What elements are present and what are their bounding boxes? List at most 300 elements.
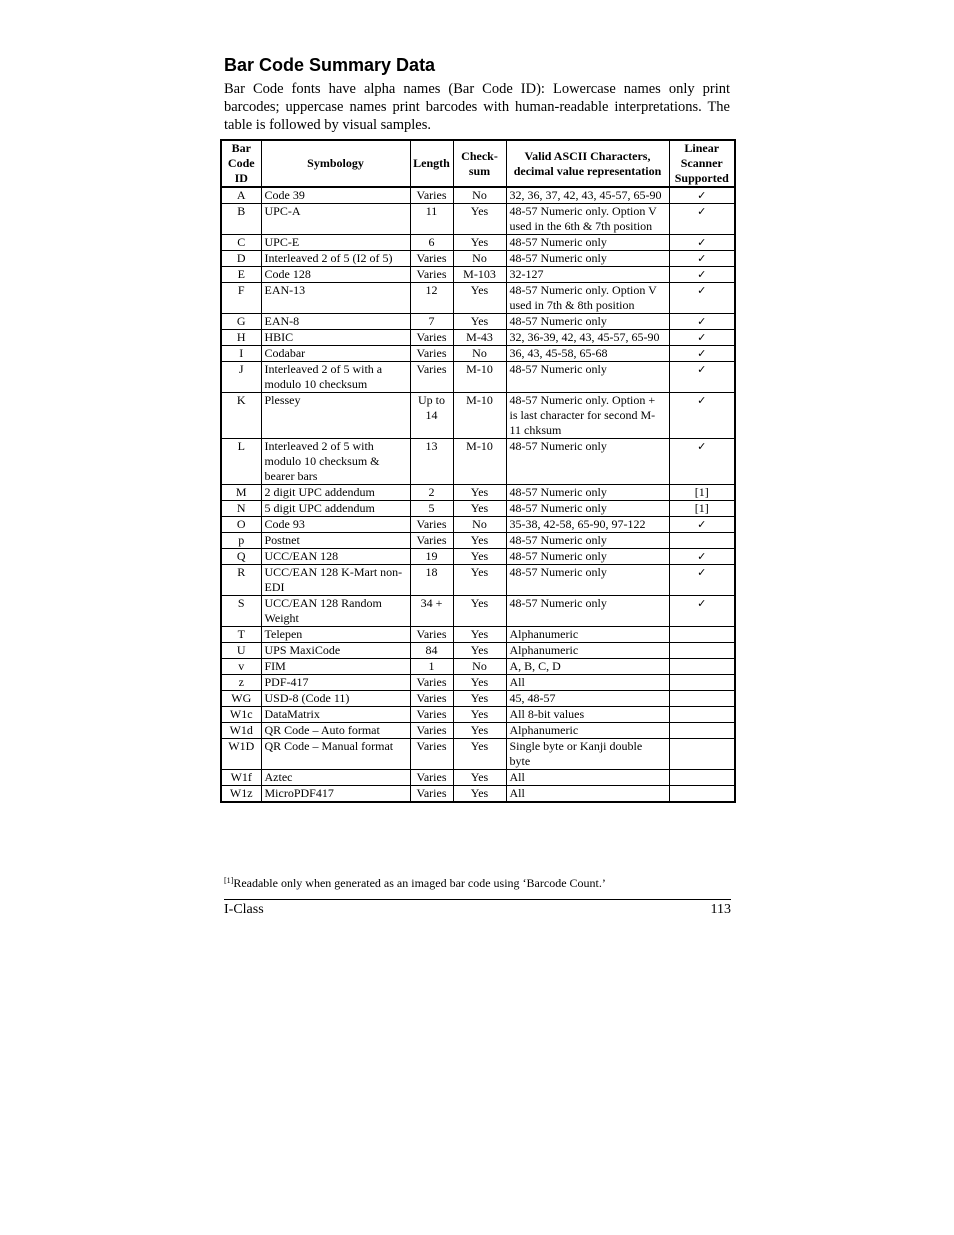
- cell-checksum-text: M-43: [466, 330, 493, 344]
- cell-valid-ascii: [506, 393, 669, 439]
- cell-linear-scanner: [669, 707, 735, 723]
- cell-length: [410, 565, 453, 596]
- cell-length: [410, 235, 453, 251]
- cell-linear-scanner: [669, 659, 735, 675]
- cell-checksum-text: No: [472, 659, 487, 673]
- table-row: [221, 187, 735, 204]
- checkmark-icon: ✓: [697, 440, 707, 453]
- cell-length: [410, 267, 453, 283]
- cell-symbology-text: 2 digit UPC addendum: [264, 485, 375, 499]
- cell-length-text: Varies: [416, 267, 447, 281]
- cell-symbology: [261, 485, 410, 501]
- cell-checksum-text: No: [472, 346, 487, 360]
- cell-bar-code-id-text: p: [238, 533, 245, 547]
- cell-bar-code-id: [221, 675, 261, 691]
- cell-symbology: [261, 267, 410, 283]
- cell-symbology: [261, 362, 410, 393]
- cell-symbology-text: QR Code – Auto format: [264, 723, 380, 737]
- cell-linear-scanner: [669, 691, 735, 707]
- cell-symbology: [261, 786, 410, 803]
- cell-symbology-text: Codabar: [264, 346, 306, 360]
- cell-length-text: Varies: [416, 362, 447, 376]
- checkmark-icon: ✓: [697, 597, 707, 610]
- cell-symbology-text: Plessey: [264, 393, 301, 407]
- cell-symbology: [261, 675, 410, 691]
- cell-linear-scanner: [669, 643, 735, 659]
- cell-length: [410, 362, 453, 393]
- cell-bar-code-id-text: G: [236, 314, 246, 328]
- cell-checksum: [453, 362, 506, 393]
- cell-symbology-text: Postnet: [264, 533, 300, 547]
- cell-bar-code-id: [221, 393, 261, 439]
- cell-linear-scanner: [669, 346, 735, 362]
- cell-length-text: Varies: [416, 691, 447, 705]
- checkmark-icon: ✓: [697, 550, 707, 563]
- cell-symbology: [261, 235, 410, 251]
- cell-bar-code-id: [221, 204, 261, 235]
- cell-length-text: Varies: [416, 330, 447, 344]
- cell-symbology-text: Interleaved 2 of 5 with modulo 10 checksum & bearer bars: [264, 439, 380, 483]
- cell-bar-code-id-text: R: [237, 565, 246, 579]
- cell-length: [410, 707, 453, 723]
- checkmark-icon: ✓: [697, 315, 707, 328]
- footnote-text: Readable only when generated as an imaged bar code using ‘Barcode Count.’: [233, 876, 606, 890]
- cell-linear-scanner: [669, 235, 735, 251]
- cell-valid-ascii-text: Alphanumeric: [509, 723, 579, 737]
- cell-valid-ascii: [506, 187, 669, 204]
- cell-bar-code-id-text: W1z: [229, 786, 253, 800]
- cell-valid-ascii: [506, 235, 669, 251]
- header-linear-scanner: Linear Scanner Supported: [669, 140, 735, 187]
- cell-checksum: [453, 565, 506, 596]
- cell-bar-code-id-text: Q: [236, 549, 246, 563]
- cell-checksum-text: Yes: [470, 485, 489, 499]
- cell-valid-ascii-text: 48-57 Numeric only: [509, 501, 607, 515]
- cell-checksum-text: No: [472, 517, 487, 531]
- cell-checksum-text: Yes: [470, 565, 489, 579]
- cell-checksum-text: M-103: [463, 267, 496, 281]
- cell-linear-scanner-text: [1]: [694, 485, 709, 499]
- cell-bar-code-id-text: D: [236, 251, 246, 265]
- cell-valid-ascii-text: 48-57 Numeric only: [509, 549, 607, 563]
- cell-length-text: 1: [428, 659, 435, 673]
- cell-length-text: 18: [425, 565, 438, 579]
- cell-checksum-text: Yes: [470, 235, 489, 249]
- cell-symbology: [261, 251, 410, 267]
- cell-length-text: 84: [425, 643, 438, 657]
- cell-length: [410, 314, 453, 330]
- cell-length: [410, 691, 453, 707]
- cell-linear-scanner-text: [1]: [694, 501, 709, 515]
- cell-linear-scanner: [669, 786, 735, 803]
- cell-valid-ascii: [506, 770, 669, 786]
- cell-symbology: [261, 501, 410, 517]
- cell-bar-code-id-text: L: [237, 439, 245, 453]
- table-row: [221, 251, 735, 267]
- cell-checksum: [453, 393, 506, 439]
- cell-bar-code-id-text: z: [238, 675, 244, 689]
- table-row: [221, 362, 735, 393]
- cell-symbology-text: UPS MaxiCode: [264, 643, 341, 657]
- table-row: [221, 517, 735, 533]
- cell-length-text: 6: [428, 235, 435, 249]
- cell-linear-scanner: [669, 739, 735, 770]
- cell-valid-ascii-text: 48-57 Numeric only. Option V used in 7th & 8th position: [509, 283, 657, 312]
- cell-bar-code-id: [221, 643, 261, 659]
- cell-symbology-text: MicroPDF417: [264, 786, 334, 800]
- cell-checksum-text: Yes: [470, 786, 489, 800]
- cell-length: [410, 439, 453, 485]
- cell-valid-ascii: [506, 251, 669, 267]
- checkmark-icon: ✓: [697, 347, 707, 360]
- cell-symbology: [261, 659, 410, 675]
- cell-bar-code-id-text: E: [237, 267, 245, 281]
- cell-bar-code-id: [221, 549, 261, 565]
- cell-symbology: [261, 283, 410, 314]
- checkmark-icon: ✓: [697, 394, 707, 407]
- cell-symbology-text: 5 digit UPC addendum: [264, 501, 375, 515]
- cell-length-text: Varies: [416, 723, 447, 737]
- cell-bar-code-id: [221, 723, 261, 739]
- cell-length: [410, 517, 453, 533]
- footnote-marker: [1]: [224, 876, 234, 885]
- cell-valid-ascii-text: 48-57 Numeric only: [509, 362, 607, 376]
- cell-symbology: [261, 533, 410, 549]
- cell-valid-ascii-text: 48-57 Numeric only: [509, 439, 607, 453]
- cell-bar-code-id-text: S: [237, 596, 245, 610]
- table-row: [221, 393, 735, 439]
- cell-linear-scanner: [669, 393, 735, 439]
- cell-valid-ascii-text: 48-57 Numeric only: [509, 314, 607, 328]
- cell-bar-code-id: [221, 439, 261, 485]
- cell-length: [410, 675, 453, 691]
- cell-linear-scanner: [669, 549, 735, 565]
- cell-length-text: 7: [428, 314, 435, 328]
- cell-linear-scanner: [669, 596, 735, 627]
- cell-checksum: [453, 691, 506, 707]
- cell-linear-scanner: [669, 439, 735, 485]
- table-row: [221, 267, 735, 283]
- table-row: [221, 659, 735, 675]
- cell-valid-ascii-text: Single byte or Kanji double byte: [509, 739, 643, 768]
- cell-checksum-text: Yes: [470, 533, 489, 547]
- cell-length: [410, 739, 453, 770]
- cell-valid-ascii: [506, 346, 669, 362]
- cell-checksum: [453, 517, 506, 533]
- cell-length-text: 34 +: [420, 596, 443, 610]
- cell-valid-ascii: [506, 283, 669, 314]
- cell-linear-scanner: [669, 627, 735, 643]
- cell-bar-code-id: [221, 267, 261, 283]
- cell-bar-code-id-text: B: [237, 204, 246, 218]
- table-row: [221, 707, 735, 723]
- cell-checksum-text: Yes: [470, 723, 489, 737]
- checkmark-icon: ✓: [697, 518, 707, 531]
- cell-length: [410, 204, 453, 235]
- cell-valid-ascii-text: 48-57 Numeric only: [509, 565, 607, 579]
- cell-bar-code-id: [221, 362, 261, 393]
- cell-checksum-text: Yes: [470, 627, 489, 641]
- cell-checksum: [453, 533, 506, 549]
- table-row: [221, 314, 735, 330]
- cell-bar-code-id-text: W1d: [229, 723, 253, 737]
- intro-paragraph: Bar Code fonts have alpha names (Bar Code ID): Lowercase names only print barcodes; uppercase names print barcodes with human-readable interpretations. The table is followed by visual samples.: [224, 81, 730, 133]
- footer-product-name: I-Class: [224, 902, 264, 917]
- cell-length-text: 13: [425, 439, 438, 453]
- cell-checksum: [453, 187, 506, 204]
- cell-valid-ascii: [506, 596, 669, 627]
- cell-valid-ascii-text: 48-57 Numeric only: [509, 533, 607, 547]
- cell-length: [410, 251, 453, 267]
- cell-checksum-text: Yes: [470, 501, 489, 515]
- cell-symbology: [261, 596, 410, 627]
- cell-symbology: [261, 330, 410, 346]
- cell-valid-ascii: [506, 739, 669, 770]
- cell-bar-code-id-text: H: [236, 330, 246, 344]
- cell-symbology-text: Telepen: [264, 627, 303, 641]
- cell-valid-ascii-text: 32, 36, 37, 42, 43, 45-57, 65-90: [509, 188, 662, 202]
- cell-linear-scanner: [669, 675, 735, 691]
- cell-bar-code-id-text: U: [236, 643, 246, 657]
- cell-valid-ascii: [506, 659, 669, 675]
- cell-checksum: [453, 267, 506, 283]
- cell-linear-scanner: [669, 314, 735, 330]
- cell-checksum-text: Yes: [470, 643, 489, 657]
- cell-bar-code-id-text: C: [237, 235, 246, 249]
- cell-length-text: Varies: [416, 739, 447, 753]
- table-row: [221, 204, 735, 235]
- cell-length: [410, 533, 453, 549]
- table-row: [221, 675, 735, 691]
- cell-symbology-text: UCC/EAN 128 Random Weight: [264, 596, 382, 625]
- cell-linear-scanner: [669, 517, 735, 533]
- cell-length-text: 12: [425, 283, 438, 297]
- cell-length-text: Varies: [416, 786, 447, 800]
- cell-bar-code-id: [221, 691, 261, 707]
- cell-symbology: [261, 691, 410, 707]
- checkmark-icon: ✓: [697, 284, 707, 297]
- cell-valid-ascii-text: 35-38, 42-58, 65-90, 97-122: [509, 517, 646, 531]
- cell-checksum-text: Yes: [470, 770, 489, 784]
- cell-checksum: [453, 501, 506, 517]
- cell-bar-code-id: [221, 187, 261, 204]
- page-title: Bar Code Summary Data: [224, 55, 436, 75]
- cell-valid-ascii: [506, 707, 669, 723]
- cell-valid-ascii: [506, 643, 669, 659]
- table-row: [221, 439, 735, 485]
- cell-valid-ascii-text: 48-57 Numeric only: [509, 596, 607, 610]
- cell-symbology: [261, 643, 410, 659]
- cell-checksum-text: M-10: [466, 362, 493, 376]
- cell-bar-code-id: [221, 565, 261, 596]
- cell-linear-scanner: [669, 267, 735, 283]
- table-row: [221, 691, 735, 707]
- cell-valid-ascii: [506, 549, 669, 565]
- cell-valid-ascii: [506, 723, 669, 739]
- cell-valid-ascii-text: 48-57 Numeric only. Option V used in the 6th & 7th position: [509, 204, 657, 233]
- cell-valid-ascii-text: 48-57 Numeric only. Option + is last character for second M-11 chksum: [509, 393, 656, 437]
- cell-length: [410, 187, 453, 204]
- table-row: [221, 643, 735, 659]
- cell-bar-code-id: [221, 627, 261, 643]
- cell-symbology-text: HBIC: [264, 330, 294, 344]
- cell-symbology: [261, 314, 410, 330]
- checkmark-icon: ✓: [697, 189, 707, 202]
- cell-symbology-text: Interleaved 2 of 5 (I2 of 5): [264, 251, 393, 265]
- cell-checksum-text: Yes: [470, 204, 489, 218]
- cell-valid-ascii-text: 36, 43, 45-58, 65-68: [509, 346, 608, 360]
- cell-symbology-text: USD-8 (Code 11): [264, 691, 350, 705]
- table-row: [221, 739, 735, 770]
- cell-checksum: [453, 627, 506, 643]
- cell-checksum: [453, 596, 506, 627]
- cell-valid-ascii: [506, 267, 669, 283]
- table-row: [221, 565, 735, 596]
- cell-symbology-text: EAN-8: [264, 314, 300, 328]
- cell-bar-code-id-text: A: [236, 188, 246, 202]
- cell-valid-ascii: [506, 485, 669, 501]
- cell-linear-scanner: [669, 330, 735, 346]
- cell-linear-scanner: [669, 283, 735, 314]
- cell-linear-scanner: [669, 565, 735, 596]
- cell-symbology-text: Code 39: [264, 188, 305, 202]
- cell-length-text: Varies: [416, 533, 447, 547]
- cell-bar-code-id: [221, 770, 261, 786]
- cell-checksum: [453, 330, 506, 346]
- cell-valid-ascii: [506, 533, 669, 549]
- cell-length-text: Varies: [416, 770, 447, 784]
- cell-valid-ascii-text: All: [509, 675, 525, 689]
- cell-symbology: [261, 739, 410, 770]
- cell-checksum: [453, 643, 506, 659]
- cell-length-text: 2: [428, 485, 435, 499]
- cell-checksum-text: Yes: [470, 314, 489, 328]
- cell-bar-code-id: [221, 786, 261, 803]
- cell-length-text: Varies: [416, 188, 447, 202]
- cell-bar-code-id: [221, 533, 261, 549]
- cell-symbology: [261, 707, 410, 723]
- cell-bar-code-id: [221, 485, 261, 501]
- cell-valid-ascii: [506, 362, 669, 393]
- cell-checksum: [453, 235, 506, 251]
- cell-bar-code-id: [221, 235, 261, 251]
- cell-checksum: [453, 675, 506, 691]
- cell-valid-ascii: [506, 330, 669, 346]
- cell-length-text: Varies: [416, 627, 447, 641]
- cell-symbology: [261, 517, 410, 533]
- cell-valid-ascii-text: All: [509, 770, 525, 784]
- table-row: [221, 501, 735, 517]
- cell-bar-code-id-text: W1f: [230, 770, 252, 784]
- cell-symbology-text: UCC/EAN 128 K-Mart non-EDI: [264, 565, 403, 594]
- cell-valid-ascii-text: 32-127: [509, 267, 544, 281]
- checkmark-icon: ✓: [697, 236, 707, 249]
- cell-linear-scanner: [669, 362, 735, 393]
- cell-bar-code-id-text: N: [236, 501, 246, 515]
- bar-code-summary-table: [220, 139, 736, 803]
- cell-checksum-text: M-10: [466, 393, 493, 407]
- cell-bar-code-id: [221, 283, 261, 314]
- table-row: [221, 723, 735, 739]
- cell-valid-ascii-text: 45, 48-57: [509, 691, 556, 705]
- cell-symbology-text: Code 93: [264, 517, 305, 531]
- cell-valid-ascii: [506, 204, 669, 235]
- cell-checksum-text: Yes: [470, 549, 489, 563]
- cell-bar-code-id: [221, 251, 261, 267]
- cell-bar-code-id-text: O: [236, 517, 246, 531]
- cell-length-text: Varies: [416, 251, 447, 265]
- checkmark-icon: ✓: [697, 268, 707, 281]
- cell-valid-ascii: [506, 565, 669, 596]
- cell-checksum: [453, 707, 506, 723]
- cell-valid-ascii: [506, 786, 669, 803]
- cell-valid-ascii-text: 48-57 Numeric only: [509, 235, 607, 249]
- cell-symbology-text: FIM: [264, 659, 286, 673]
- cell-valid-ascii: [506, 675, 669, 691]
- cell-bar-code-id-text: F: [237, 283, 245, 297]
- cell-checksum-text: Yes: [470, 739, 489, 753]
- cell-length: [410, 346, 453, 362]
- cell-symbology: [261, 565, 410, 596]
- cell-valid-ascii: [506, 517, 669, 533]
- cell-linear-scanner: [669, 485, 735, 501]
- cell-bar-code-id: [221, 707, 261, 723]
- checkmark-icon: ✓: [697, 205, 707, 218]
- cell-bar-code-id: [221, 739, 261, 770]
- cell-linear-scanner: [669, 187, 735, 204]
- cell-checksum: [453, 723, 506, 739]
- cell-bar-code-id: [221, 659, 261, 675]
- cell-length-text: Varies: [416, 346, 447, 360]
- cell-bar-code-id-text: v: [238, 659, 245, 673]
- cell-valid-ascii-text: 48-57 Numeric only: [509, 251, 607, 265]
- cell-symbology: [261, 723, 410, 739]
- cell-length: [410, 501, 453, 517]
- cell-symbology: [261, 770, 410, 786]
- table-row: [221, 786, 735, 803]
- header-bar-code-id: Bar Code ID: [221, 140, 261, 187]
- cell-length-text: 19: [425, 549, 438, 563]
- cell-valid-ascii-text: 48-57 Numeric only: [509, 485, 607, 499]
- cell-valid-ascii-text: All: [509, 786, 525, 800]
- cell-checksum-text: M-10: [466, 439, 493, 453]
- cell-symbology-text: PDF-417: [264, 675, 309, 689]
- cell-checksum: [453, 251, 506, 267]
- header-symbology: Symbology: [261, 140, 410, 187]
- checkmark-icon: ✓: [697, 566, 707, 579]
- cell-length: [410, 770, 453, 786]
- cell-symbology: [261, 627, 410, 643]
- cell-length: [410, 393, 453, 439]
- cell-length-text: Varies: [416, 675, 447, 689]
- cell-valid-ascii: [506, 314, 669, 330]
- cell-symbology-text: DataMatrix: [264, 707, 320, 721]
- cell-bar-code-id: [221, 346, 261, 362]
- table-row: [221, 549, 735, 565]
- cell-symbology-text: Interleaved 2 of 5 with a modulo 10 checksum: [264, 362, 383, 391]
- cell-length: [410, 723, 453, 739]
- table-row: [221, 533, 735, 549]
- table-row: [221, 485, 735, 501]
- cell-bar-code-id-text: K: [236, 393, 246, 407]
- cell-valid-ascii: [506, 501, 669, 517]
- cell-valid-ascii-text: Alphanumeric: [509, 643, 579, 657]
- cell-length: [410, 627, 453, 643]
- cell-length-text: 11: [425, 204, 438, 218]
- cell-valid-ascii-text: Alphanumeric: [509, 627, 579, 641]
- cell-checksum: [453, 659, 506, 675]
- cell-symbology-text: UPC-E: [264, 235, 300, 249]
